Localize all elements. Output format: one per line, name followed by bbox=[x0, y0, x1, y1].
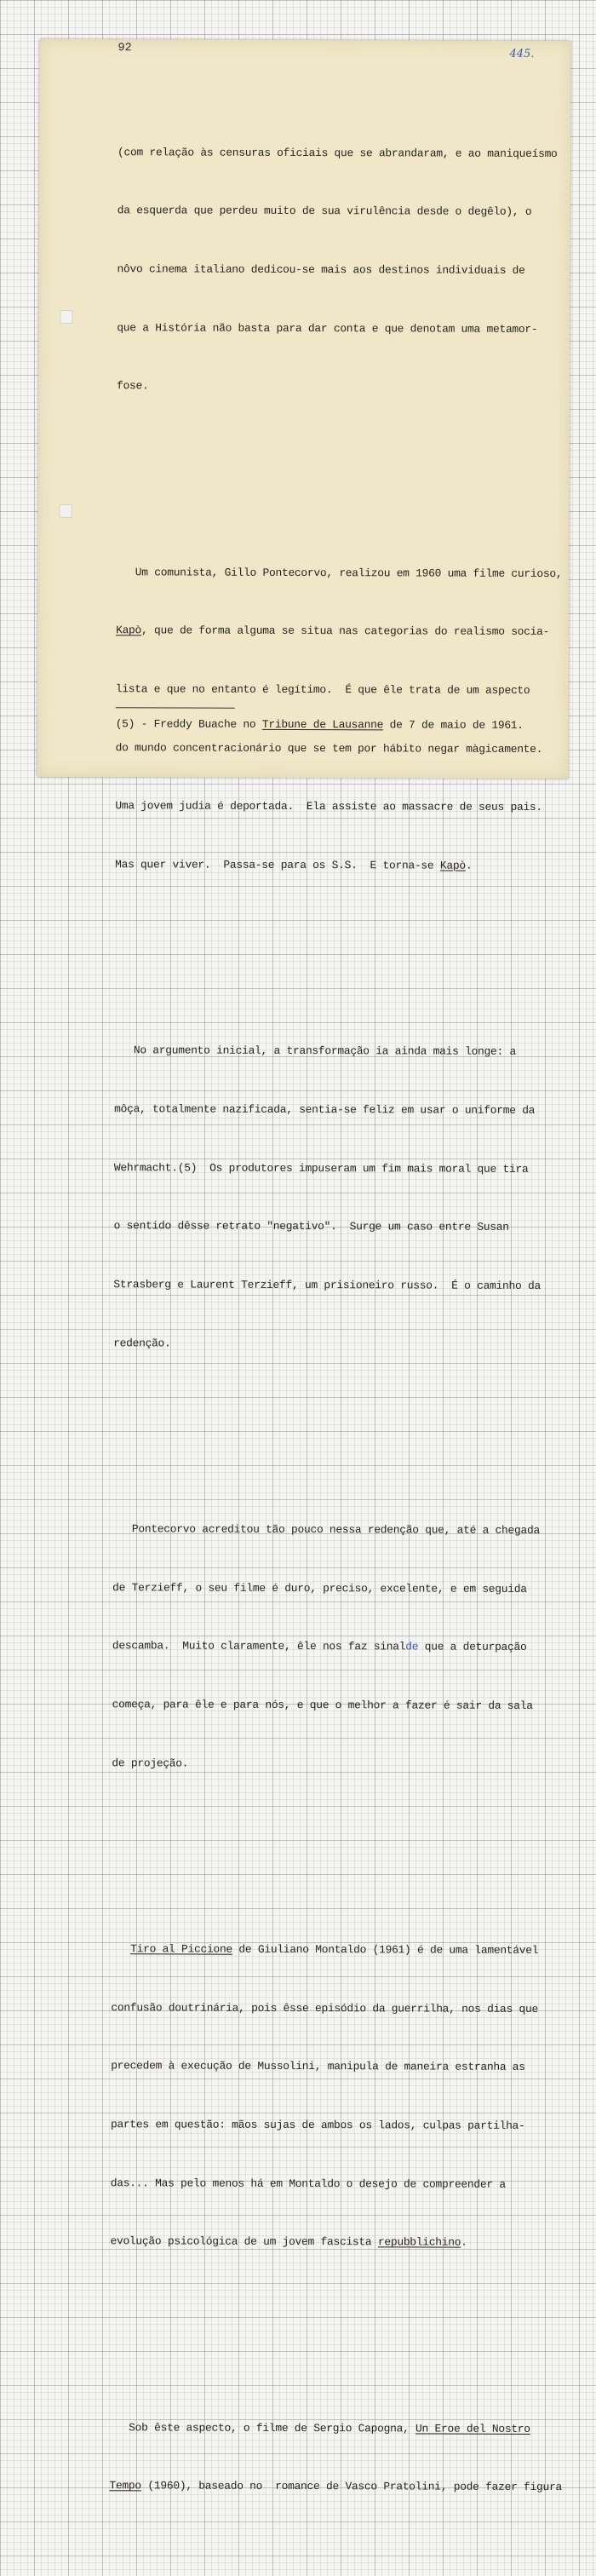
text-span: descamba. Muito claramente, êle nos faz sinal bbox=[112, 1639, 406, 1653]
text-span: evolução psicológica de um jovem fascista bbox=[110, 2234, 378, 2249]
text-span: (1960), baseado no romance de Vasco Pratolini, pode fazer figura bbox=[140, 2479, 563, 2494]
text-line: Wehrmacht.(5) Os produtores impuseram um fim mais moral que tira bbox=[113, 1160, 529, 1176]
paragraph-6 bbox=[109, 2379, 561, 2537]
page-number: 92 bbox=[117, 42, 132, 55]
paragraph-3 bbox=[113, 1003, 566, 1394]
text-line: confusão doutrinária, pois êsse episódio da guerrilha, nos dias que bbox=[111, 2000, 539, 2015]
text-line: começa, para êle e para nós, e que o melhor a fazer é sair da sala bbox=[112, 1698, 533, 1712]
text-line: do mundo concentracionário que se tem por hábito negar màgicamente. bbox=[115, 740, 543, 756]
text-line bbox=[112, 1637, 564, 1659]
footnote-text: (5) - Freddy Buache no bbox=[115, 717, 262, 731]
handwritten-page-number: 445. bbox=[509, 47, 535, 60]
text-line: Strasberg e Laurent Terzieff, um prisioneiro russo. É o caminho da bbox=[113, 1278, 541, 1293]
text-span: Sob êste aspecto, o filme de Sergio Capogna, bbox=[129, 2420, 416, 2435]
text-line bbox=[109, 2476, 563, 2498]
footnote bbox=[116, 717, 524, 732]
film-title-un-eroe: Un Eroe del Nostro bbox=[415, 2421, 530, 2435]
text-line bbox=[114, 1041, 565, 1062]
paragraph-4 bbox=[112, 1481, 564, 1814]
text-line: (com relação às censuras oficiais que se abrandaram, e ao maniqueísmo bbox=[117, 145, 558, 160]
text-line: que a História não basta para dar conta e que denotam uma metamor- bbox=[117, 320, 538, 336]
text-span: . bbox=[465, 859, 473, 872]
handwritten-correction: de bbox=[405, 1640, 419, 1653]
text-span: de Giuliano Montaldo (1961) é de uma lamentável bbox=[232, 1942, 539, 1957]
text-line bbox=[110, 2233, 561, 2254]
text-line: de Terzieff, o seu filme é duro, preciso, excelente, e em seguida bbox=[112, 1580, 527, 1596]
text-line: partes em questão: mãos sujas de ambos os lados, culpas partilha- bbox=[110, 2118, 525, 2132]
film-title-kapo: Kapò bbox=[439, 859, 466, 872]
text-line: Uma jovem judia é deportada. Ela assiste ao massacre de seus pais. bbox=[115, 799, 542, 814]
text-line bbox=[115, 855, 566, 877]
paragraph-5 bbox=[110, 1900, 563, 2292]
text-line: de projeção. bbox=[112, 1756, 189, 1770]
text-span: . bbox=[461, 2236, 467, 2250]
punch-hole bbox=[60, 310, 72, 324]
text-line bbox=[112, 1520, 564, 1541]
text-line bbox=[116, 622, 567, 643]
text-line: da esquerda que perdeu muito de sua virulência desde o degêlo), o bbox=[117, 204, 532, 219]
text-line bbox=[116, 563, 567, 584]
paragraph-1 bbox=[117, 104, 569, 437]
text-line bbox=[110, 2418, 561, 2440]
footnote-source: Tribune de Lausanne bbox=[261, 717, 384, 732]
text-span: que a deturpação bbox=[418, 1640, 527, 1654]
text-line: nôvo cinema italiano dedicou-se mais aos destinos individuais de bbox=[117, 262, 525, 277]
film-title-un-eroe: Tempo bbox=[109, 2479, 141, 2493]
text-line: das... Mas pelo menos há em Montaldo o desejo de compreender a bbox=[110, 2176, 506, 2191]
text-span: , que de forma alguma se situa nas categorias do realismo socia- bbox=[141, 624, 550, 639]
film-title-tiro-al-piccione: Tiro al Piccione bbox=[130, 1942, 232, 1956]
footnote-text: de 7 de maio de 1961. bbox=[383, 718, 524, 732]
text-span: Pontecorvo acreditou tão pouco nessa redenção que, até a chegada bbox=[131, 1522, 540, 1537]
text-line: fose. bbox=[117, 379, 149, 393]
text-span: Um comunista, Gillo Pontecorvo, realizou em 1960 uma filme curioso, bbox=[135, 565, 563, 580]
text-line: lista e que no entanto é legítimo. É que êle trata de um aspecto bbox=[115, 682, 530, 697]
text-line: môça, totalmente nazificada, sentia-se feliz em usar o uniforme da bbox=[114, 1102, 536, 1117]
typewritten-page bbox=[37, 39, 570, 2494]
film-title-kapo: Kapò bbox=[116, 624, 142, 637]
body-text bbox=[109, 65, 569, 2576]
punch-hole bbox=[60, 504, 72, 518]
text-line bbox=[112, 1940, 563, 1961]
text-line: redenção. bbox=[113, 1336, 171, 1350]
text-span: No argumento inicial, a transformação ia ainda mais longe: a bbox=[133, 1044, 517, 1059]
term-repubblichino: repubblichino bbox=[377, 2235, 461, 2250]
text-line: o sentido dêsse retrato "negativo". Surge um caso entre Susan bbox=[113, 1219, 509, 1234]
text-line: precedem à execução de Mussolini, manipula de maneira estranha as bbox=[111, 2059, 525, 2074]
text-span: Mas quer viver. Passa-se para os S.S. E torna-se bbox=[115, 858, 440, 872]
